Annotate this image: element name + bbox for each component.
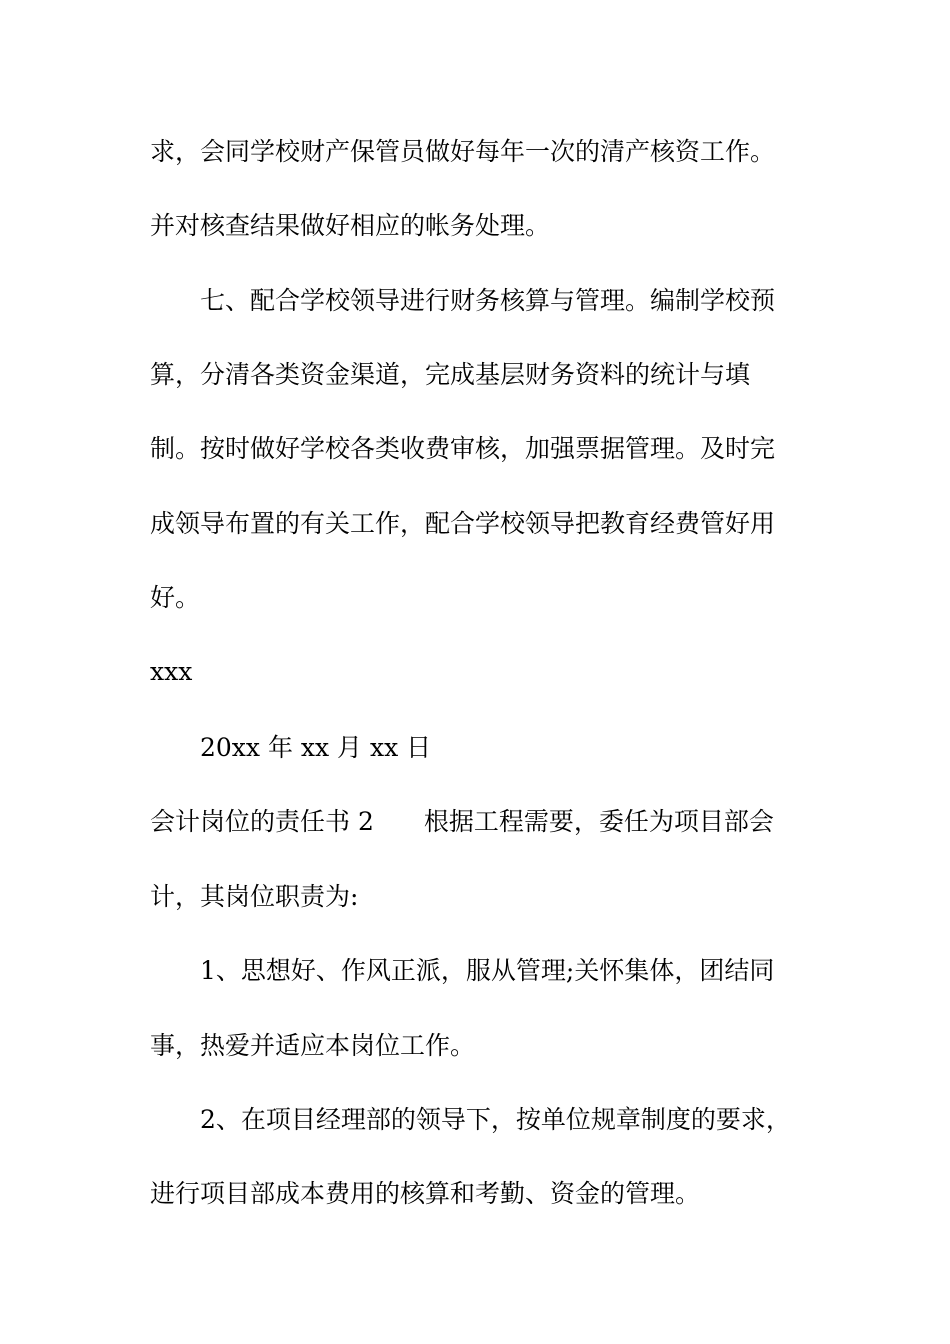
- body-text-line: 制。按时做好学校各类收费审核，加强票据管理。及时完: [150, 434, 776, 463]
- body-text-line: 七、配合学校领导进行财务核算与管理。编制学校预: [200, 286, 776, 315]
- body-text-line: 事，热爱并适应本岗位工作。: [150, 1031, 476, 1060]
- body-text-line: 2、在项目经理部的领导下，按单位规章制度的要求，: [200, 1105, 791, 1134]
- body-text-line: 成领导布置的有关工作，配合学校领导把教育经费管好用: [150, 509, 776, 538]
- body-text-line: 计，其岗位职责为:: [150, 882, 359, 911]
- body-text-line: 并对核查结果做好相应的帐务处理。: [150, 211, 551, 240]
- body-text-line: 进行项目部成本费用的核算和考勤、资金的管理。: [150, 1179, 701, 1208]
- body-text-line: 算，分清各类资金渠道，完成基层财务资料的统计与填: [150, 360, 751, 389]
- body-text-line: 好。: [150, 583, 201, 612]
- signature-date: 20xx 年 xx 月 xx 日: [200, 733, 432, 762]
- body-text-line: 1、思想好、作风正派，服从管理;关怀集体，团结同: [200, 956, 775, 985]
- body-text-line: 求，会同学校财产保管员做好每年一次的清产核资工作。: [150, 137, 776, 166]
- signature-name: xxx: [150, 657, 193, 686]
- section-heading-line: 会计岗位的责任书 2 根据工程需要，委任为项目部会: [150, 807, 774, 836]
